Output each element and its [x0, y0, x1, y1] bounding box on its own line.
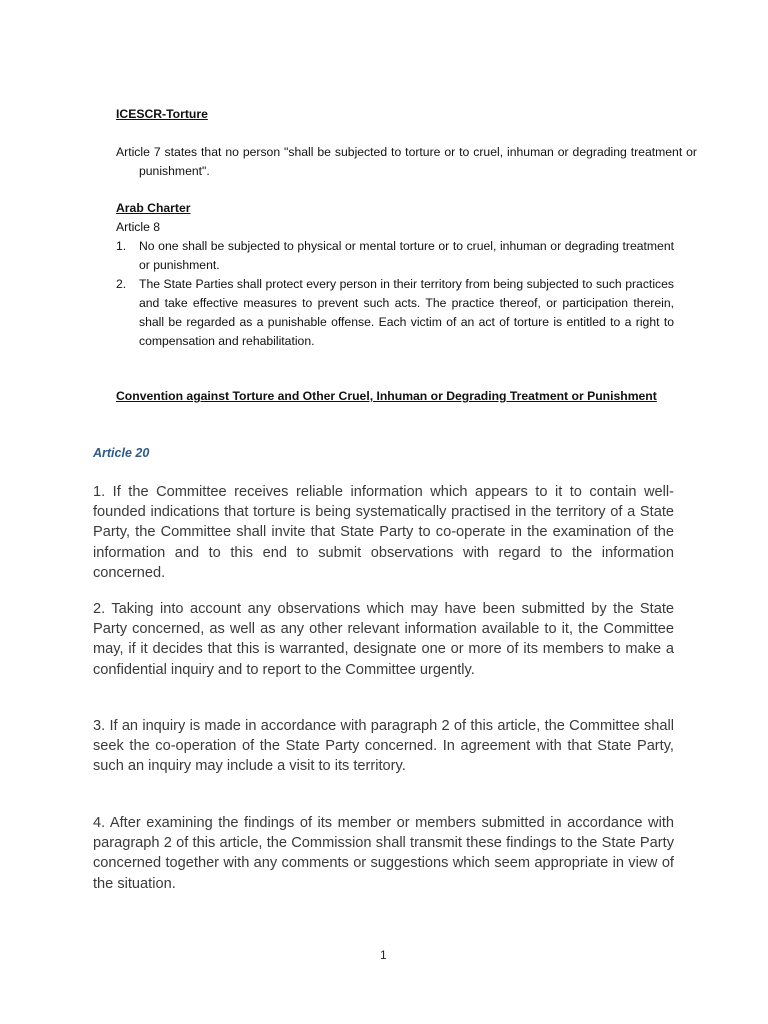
paragraph-4 — [93, 813, 674, 894]
arab-charter-article-8: Article 8 — [116, 220, 161, 234]
page-number: 1 — [380, 948, 387, 962]
list-item — [116, 275, 674, 351]
convention-heading: Convention against Torture and Other Cruel, Inhuman or Degrading Treatment or Punishment — [116, 389, 657, 403]
list-item-number: 1. — [116, 239, 127, 253]
arab-charter-heading: Arab Charter — [116, 201, 191, 215]
icescr-heading: ICESCR-Torture — [116, 107, 208, 121]
list-item — [116, 237, 674, 275]
paragraph-3 — [93, 716, 674, 777]
paragraph-text: 2. Taking into account any observations which may have been submitted by the State Party concerned, as well as any other relevant information available to it, the Committee may, if it decides that this is warranted, designate one or more of its members to make a confidential inquiry and to report to the Committee urgently. — [93, 601, 674, 678]
paragraph-1 — [93, 482, 674, 583]
list-item-text: The State Parties shall protect every person in their territory from being subjected to such practices and take effective measures to prevent such acts. The practice thereof, or participation therein, shall be regarded as a punishable offense. Each victim of an act of torture is entitled to a right to compensation and rehabilitation. — [139, 277, 674, 348]
list-item-text: No one shall be subjected to physical or mental torture or to cruel, inhuman or degrading treatment or punishment. — [139, 239, 674, 272]
article-20-title: Article 20 — [93, 446, 150, 460]
paragraph-text: 4. After examining the findings of its member or members submitted in accordance with paragraph 2 of this article, the Commission shall transmit these findings to the State Party concerned together with any comments or suggestions which seem appropriate in view of the situation. — [93, 815, 674, 892]
arab-charter-list — [116, 237, 674, 351]
paragraph-text: 1. If the Committee receives reliable information which appears to it to contain well-founded indications that torture is being systematically practised in the territory of a State Party, the Committee shall invite that State Party to co-operate in the examination of the information and to this end to submit observations with regard to the information concerned. — [93, 484, 674, 581]
paragraph-text: 3. If an inquiry is made in accordance with paragraph 2 of this article, the Committee shall seek the co-operation of the State Party concerned. In agreement with that State Party, such an inquiry may include a visit to its territory. — [93, 718, 674, 775]
list-item-number: 2. — [116, 277, 127, 291]
paragraph-2 — [93, 599, 674, 680]
icescr-article-7-text: Article 7 states that no person "shall be subjected to torture or to cruel, inhuman or degrading treatment or punishment". — [116, 145, 697, 178]
